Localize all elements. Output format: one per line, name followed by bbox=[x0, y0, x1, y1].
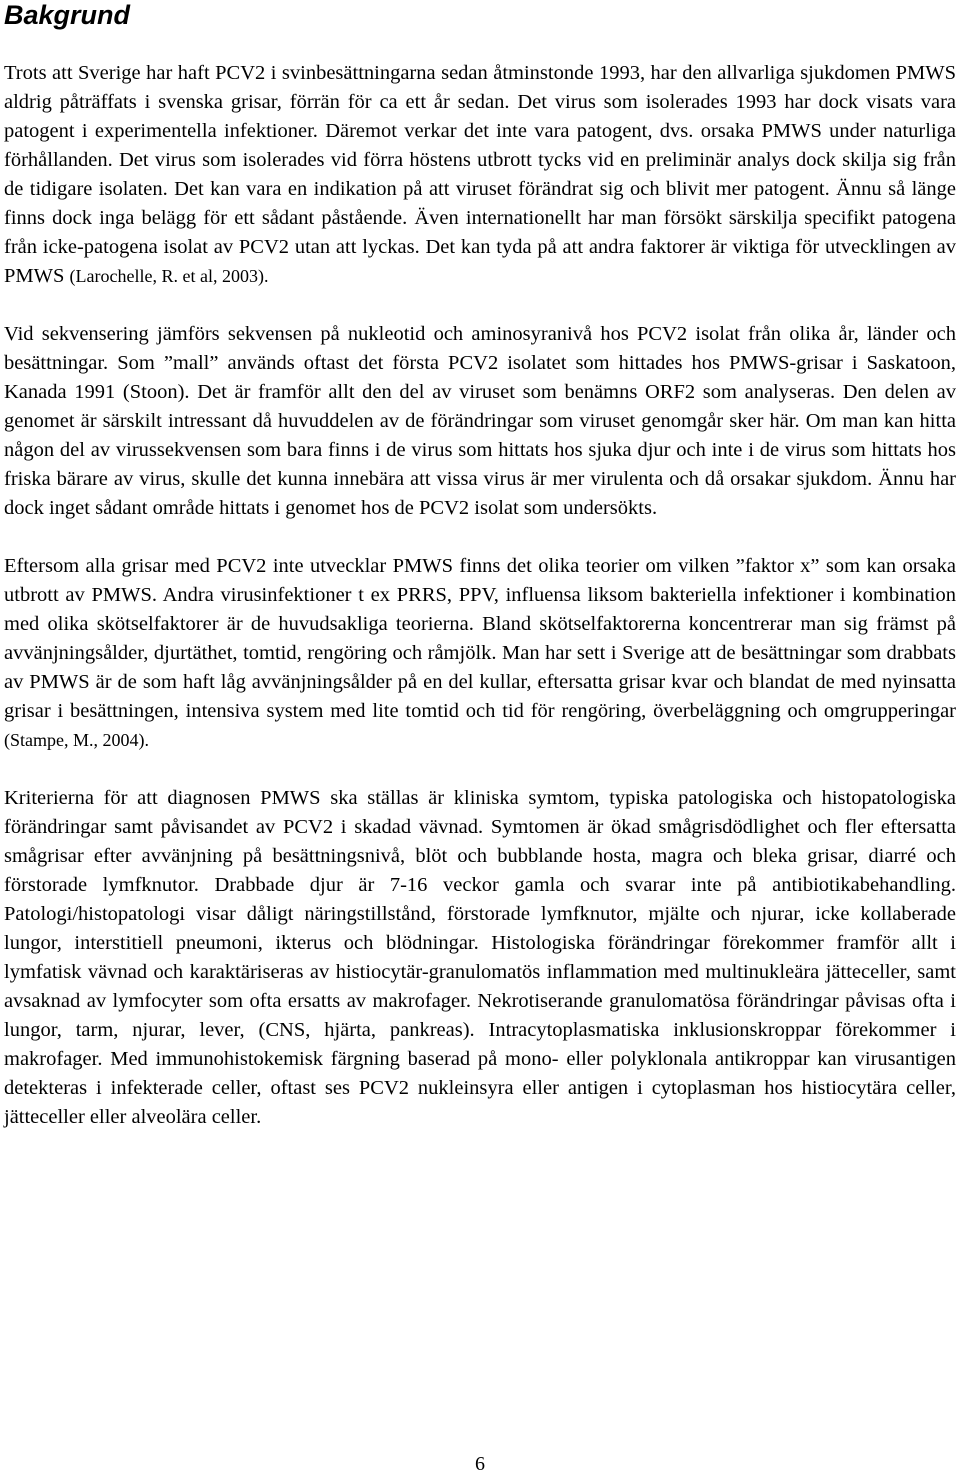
citation: (Stampe, M., 2004). bbox=[4, 730, 149, 750]
page-number: 6 bbox=[475, 1453, 485, 1475]
paragraph-sequencing bbox=[4, 320, 956, 523]
paragraph-text: Eftersom alla grisar med PCV2 inte utvecklar PMWS finns det olika teorier om vilken ”faktor x” som kan orsaka utbrott av PMWS. Andra virusinfektioner t ex PRRS, PPV, influensa liksom bakteriella infektioner i kombination med olika skötselfaktorer är de huvudsakliga teorierna. Bland skötselfaktorerna koncentrerar man sig främst på avvänjningsålder, djurtäthet, tomtid, rengöring och råmjölk. Man har sett i Sverige att de besättningar som drabbats av PMWS är de som haft låg avvänjningsålder på en del kullar, eftersatta grisar kvar och blandat de med nyinsatta grisar i besättningen, intensiva system med lite tomtid och tid för rengöring, överbeläggning och omgrupperingar bbox=[4, 555, 956, 722]
paragraph-factor-x bbox=[4, 552, 956, 755]
paragraph-text: Kriterierna för att diagnosen PMWS ska ställas är kliniska symtom, typiska patologiska och histopatologiska förändringar samt påvisandet av PCV2 i skadad vävnad. Symtomen är ökad smågrisdödlighet och fler eftersatta smågrisar efter avvänjning på besättningsnivå, blöt och bubblande hosta, magra och bleka grisar, diarré och förstorade lymfknutor. Drabbade djur är 7-16 veckor gamla och svarar inte på antibiotikabehandling. Patologi/histopatologi visar dåligt näringstillstånd, förstorade lymfknutor, mjälte och njurar, icke kollaberade lungor, interstitiell pneumoni, ikterus och blödningar. Histologiska förändringar förekommer framför allt i lymfatisk vävnad och karaktäriseras av histiocytär-granulomatös inflammation med multinukleära jätteceller, samt avsaknad av lymfocyter som ofta ersatts av makrofager. Nekrotiserande granulomatösa förändringar påvisas ofta i lungor, tarm, njurar, lever, (CNS, hjärta, pankreas). Intracytoplasmatiska inklusionskroppar förekommer i makrofager. Med immunohistokemisk färgning baserad på mono- eller polyklonala antikroppar kan virusantigen detekteras i infekterade celler, oftast ses PCV2 nukleinsyra eller antigen i cytoplasman hos histiocytära celler, jätteceller eller alveolära celler. bbox=[4, 787, 956, 1128]
paragraph-background bbox=[4, 59, 956, 291]
section-heading: Bakgrund bbox=[4, 0, 131, 30]
citation: (Larochelle, R. et al, 2003). bbox=[69, 266, 269, 286]
paragraph-text: Trots att Sverige har haft PCV2 i svinbesättningarna sedan åtminstonde 1993, har den allvarliga sjukdomen PMWS aldrig påträffats i svenska grisar, förrän för ca ett år sedan. Det virus som isolerades 1993 har dock visats vara patogent i experimentella infektioner. Däremot verkar det inte vara patogent, dvs. orsaka PMWS under naturliga förhållanden. Det virus som isolerades vid förra höstens utbrott tycks vid en preliminär analys dock skilja sig från de tidigare isolaten. Det kan vara en indikation på att viruset förändrat sig och blivit mer patogent. Ännu så länge finns dock inga belägg för ett sådant påstående. Även internationellt har man försökt särskilja specifikt patogena från icke-patogena isolat av PCV2 utan att lyckas. Det kan tyda på att andra faktorer är viktiga för utvecklingen av PMWS bbox=[4, 62, 956, 287]
paragraph-diagnosis bbox=[4, 784, 956, 1132]
document-page bbox=[4, 0, 956, 1132]
paragraph-text: Vid sekvensering jämförs sekvensen på nukleotid och aminosyranivå hos PCV2 isolat från olika år, länder och besättningar. Som ”mall” används oftast det första PCV2 isolatet som hittades hos PMWS-grisar i Saskatoon, Kanada 1991 (Stoon). Det är framför allt den del av viruset som benämns ORF2 som analyseras. Den delen av genomet är särskilt intressant då huvuddelen av de förändringar som viruset genomgår sker här. Om man kan hitta någon del av virussekvensen som bara finns i de virus som hittats hos sjuka djur och inte i de virus som hittats hos friska bärare av virus, skulle det kunna innebära att vissa virus är mer virulenta och då orsakar sjukdom. Ännu har dock inget sådant område hittats i genomet hos de PCV2 isolat som undersökts. bbox=[4, 323, 956, 519]
